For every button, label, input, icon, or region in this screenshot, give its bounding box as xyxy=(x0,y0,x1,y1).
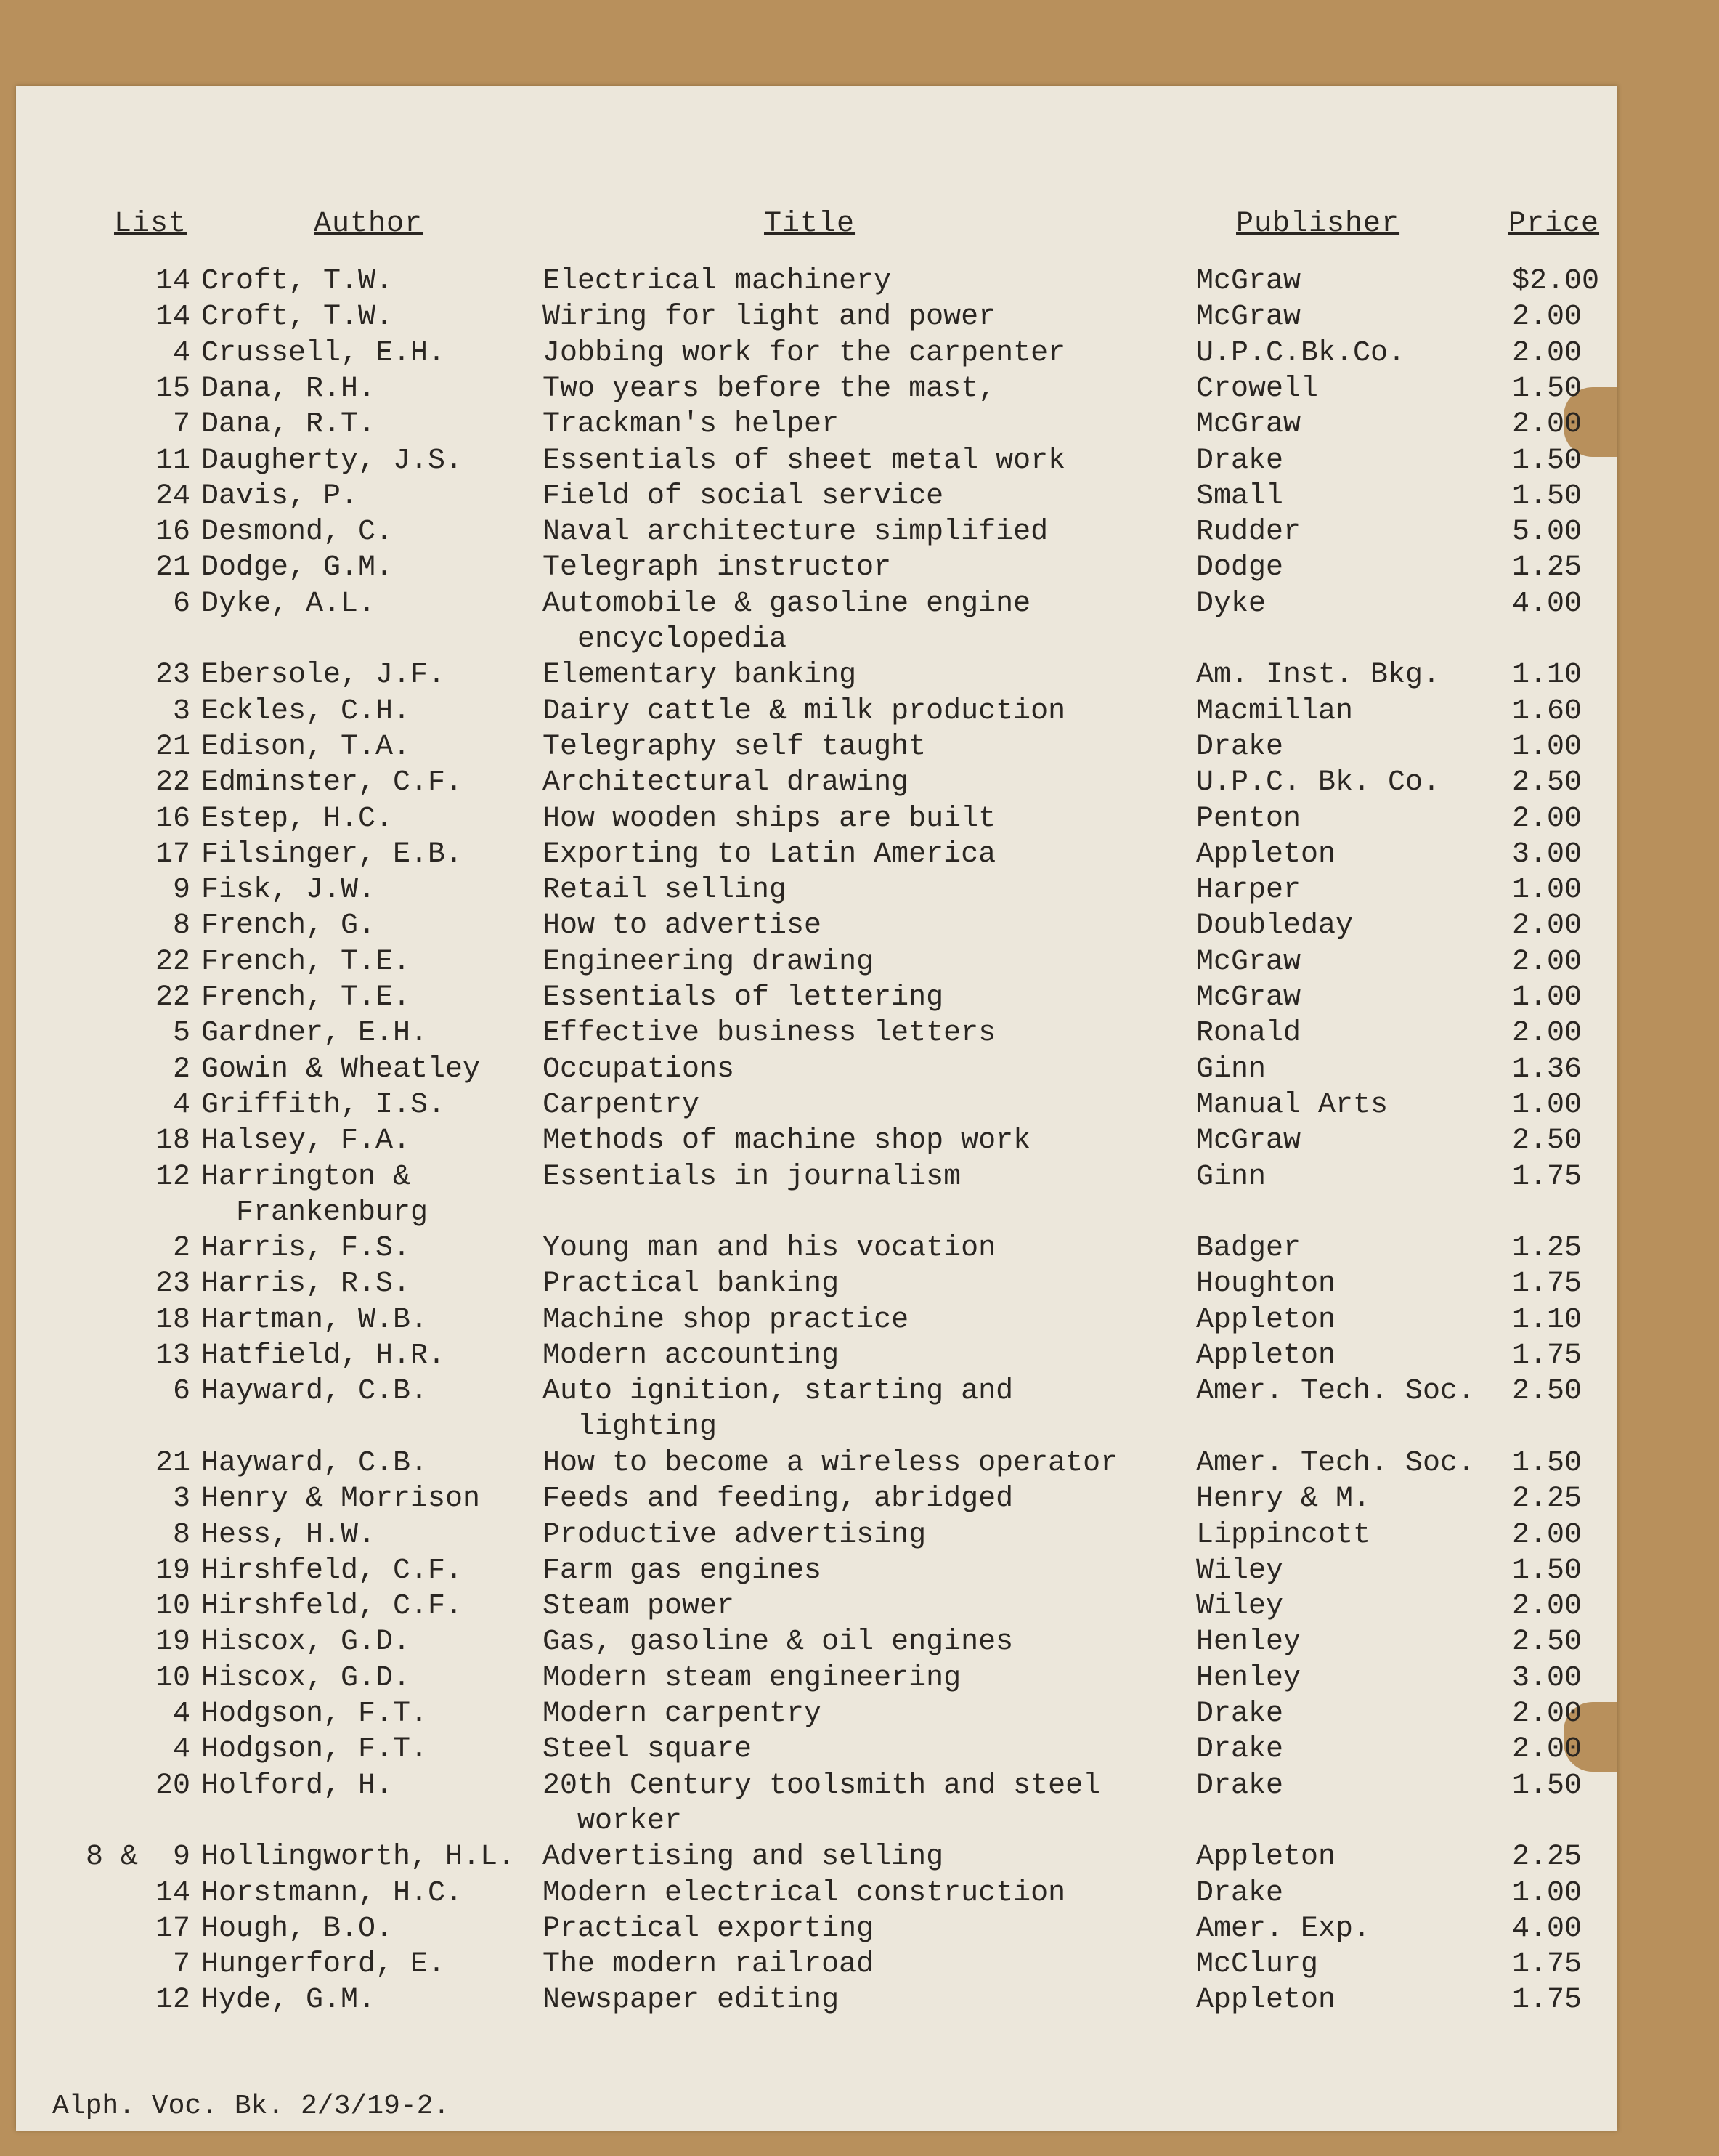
price-cell: 1.50 xyxy=(1512,1769,1582,1802)
title-cell: How to become a wireless operator xyxy=(542,1446,1118,1480)
publisher-cell: Ginn xyxy=(1196,1160,1267,1194)
publisher-cell: Appleton xyxy=(1196,838,1336,871)
publisher-cell: Wiley xyxy=(1196,1554,1284,1587)
publisher-cell: McGraw xyxy=(1196,408,1301,442)
title-cell: Auto ignition, starting and lighting xyxy=(542,1375,1014,1444)
publisher-cell: Am. Inst. Bkg. xyxy=(1196,659,1441,692)
title-cell: Telegraphy self taught xyxy=(542,730,927,763)
title-cell: Methods of machine shop work xyxy=(542,1124,1031,1158)
price-cell: 2.50 xyxy=(1512,766,1582,800)
title-cell: Dairy cattle & milk production xyxy=(542,694,1066,728)
list-number: 17 xyxy=(155,838,190,871)
publisher-cell: Badger xyxy=(1196,1232,1301,1265)
paper-sheet xyxy=(16,86,1617,2131)
price-cell: 1.50 xyxy=(1512,1554,1582,1587)
price-cell: 2.00 xyxy=(1512,802,1582,835)
title-cell: Naval architecture simplified xyxy=(542,516,1049,549)
list-number: 14 xyxy=(155,301,190,334)
author-cell: Hiscox, G.D. xyxy=(201,1661,411,1695)
list-number: 8 xyxy=(172,909,190,943)
list-number: 2 xyxy=(172,1232,190,1265)
title-cell: Engineering drawing xyxy=(542,945,874,978)
author-cell: Hungerford, E. xyxy=(201,1948,446,1982)
title-cell: Gas, gasoline & oil engines xyxy=(542,1626,1014,1659)
author-cell: Hirshfeld, C.F. xyxy=(201,1590,463,1624)
list-number: 19 xyxy=(155,1626,190,1659)
price-cell: 1.75 xyxy=(1512,1340,1582,1372)
title-cell: How to advertise xyxy=(542,909,822,943)
list-number: 22 xyxy=(155,766,190,800)
author-cell: Desmond, C. xyxy=(201,516,394,549)
list-number: 14 xyxy=(155,1876,190,1910)
author-cell: Croft, T.W. xyxy=(201,265,394,298)
author-cell: Hatfield, H.R. xyxy=(201,1340,446,1372)
title-cell: Farm gas engines xyxy=(542,1554,822,1587)
author-cell: Horstmann, H.C. xyxy=(201,1876,463,1910)
list-number: 8 xyxy=(172,1518,190,1552)
title-cell: Carpentry xyxy=(542,1088,700,1122)
title-cell: Modern carpentry xyxy=(542,1698,822,1730)
price-cell: 2.00 xyxy=(1512,1733,1582,1767)
price-cell: 1.50 xyxy=(1512,444,1582,477)
price-cell: 2.00 xyxy=(1512,909,1582,943)
price-cell: 2.00 xyxy=(1512,408,1582,442)
list-number: 20 xyxy=(155,1769,190,1802)
publisher-cell: Macmillan xyxy=(1196,694,1354,728)
list-number: 22 xyxy=(155,945,190,978)
publisher-cell: McGraw xyxy=(1196,301,1301,334)
price-cell: 1.75 xyxy=(1512,1984,1582,2017)
publisher-cell: Appleton xyxy=(1196,1841,1336,1874)
title-cell: Wiring for light and power xyxy=(542,301,996,334)
publisher-cell: Manual Arts xyxy=(1196,1088,1389,1122)
list-number: 19 xyxy=(155,1554,190,1587)
author-cell: Dyke, A.L. xyxy=(201,587,376,620)
price-cell: 1.00 xyxy=(1512,1876,1582,1910)
publisher-cell: Drake xyxy=(1196,730,1284,763)
list-number: 16 xyxy=(155,516,190,549)
price-cell: 2.00 xyxy=(1512,1518,1582,1552)
price-cell: 2.00 xyxy=(1512,945,1582,978)
publisher-cell: Ronald xyxy=(1196,1017,1301,1050)
price-cell: 4.00 xyxy=(1512,1912,1582,1945)
price-cell: 1.50 xyxy=(1512,1446,1582,1480)
publisher-cell: McGraw xyxy=(1196,981,1301,1014)
author-cell: Hirshfeld, C.F. xyxy=(201,1554,463,1587)
list-number: 17 xyxy=(155,1912,190,1945)
list-number: 24 xyxy=(155,479,190,513)
price-cell: 1.25 xyxy=(1512,1232,1582,1265)
price-cell: $2.00 xyxy=(1512,265,1600,298)
publisher-cell: U.P.C. Bk. Co. xyxy=(1196,766,1441,800)
title-cell: Modern electrical construction xyxy=(542,1876,1066,1910)
price-cell: 2.50 xyxy=(1512,1626,1582,1659)
publisher-cell: McClurg xyxy=(1196,1948,1319,1982)
list-number: 4 xyxy=(172,1733,190,1767)
price-cell: 5.00 xyxy=(1512,516,1582,549)
price-cell: 1.00 xyxy=(1512,981,1582,1014)
author-cell: Croft, T.W. xyxy=(201,301,394,334)
price-cell: 2.00 xyxy=(1512,301,1582,334)
publisher-cell: Houghton xyxy=(1196,1268,1336,1301)
title-cell: Practical banking xyxy=(542,1268,840,1301)
author-cell: Dana, R.H. xyxy=(201,372,376,405)
price-cell: 2.50 xyxy=(1512,1124,1582,1158)
title-cell: The modern railroad xyxy=(542,1948,874,1982)
price-cell: 2.00 xyxy=(1512,1590,1582,1624)
list-number: 16 xyxy=(155,802,190,835)
list-number: 23 xyxy=(155,659,190,692)
author-cell: Halsey, F.A. xyxy=(201,1124,411,1158)
list-number: 18 xyxy=(155,1124,190,1158)
price-cell: 1.00 xyxy=(1512,1088,1582,1122)
publisher-cell: Penton xyxy=(1196,802,1301,835)
author-cell: Daugherty, J.S. xyxy=(201,444,463,477)
title-cell: Practical exporting xyxy=(542,1912,874,1945)
title-cell: Feeds and feeding, abridged xyxy=(542,1483,1014,1516)
author-cell: Hess, H.W. xyxy=(201,1518,376,1552)
title-cell: Young man and his vocation xyxy=(542,1232,996,1265)
list-number: 7 xyxy=(172,1948,190,1982)
publisher-cell: U.P.C.Bk.Co. xyxy=(1196,336,1406,370)
price-cell: 1.00 xyxy=(1512,730,1582,763)
publisher-cell: Drake xyxy=(1196,444,1284,477)
list-number: 9 xyxy=(172,874,190,907)
publisher-cell: McGraw xyxy=(1196,945,1301,978)
list-number: 10 xyxy=(155,1661,190,1695)
price-cell: 1.36 xyxy=(1512,1053,1582,1086)
list-number: 15 xyxy=(155,372,190,405)
title-cell: Automobile & gasoline engine encyclopedia xyxy=(542,587,1031,656)
title-cell: Steel square xyxy=(542,1733,752,1767)
list-number: 4 xyxy=(172,336,190,370)
title-cell: Steam power xyxy=(542,1590,735,1624)
list-number: 23 xyxy=(155,1268,190,1301)
author-cell: Fisk, J.W. xyxy=(201,874,376,907)
author-cell: Griffith, I.S. xyxy=(201,1088,446,1122)
title-cell: Exporting to Latin America xyxy=(542,838,996,871)
author-cell: French, T.E. xyxy=(201,945,411,978)
price-cell: 2.50 xyxy=(1512,1375,1582,1409)
price-cell: 3.00 xyxy=(1512,1661,1582,1695)
author-cell: Harris, R.S. xyxy=(201,1268,411,1301)
price-cell: 1.10 xyxy=(1512,659,1582,692)
price-cell: 2.00 xyxy=(1512,1698,1582,1730)
price-cell: 1.75 xyxy=(1512,1268,1582,1301)
publisher-cell: Drake xyxy=(1196,1769,1284,1802)
title-cell: Machine shop practice xyxy=(542,1303,909,1337)
title-cell: Productive advertising xyxy=(542,1518,927,1552)
author-cell: Harrington & Frankenburg xyxy=(201,1160,428,1229)
title-cell: How wooden ships are built xyxy=(542,802,996,835)
price-cell: 1.75 xyxy=(1512,1160,1582,1194)
publisher-cell: McGraw xyxy=(1196,1124,1301,1158)
publisher-cell: Wiley xyxy=(1196,1590,1284,1624)
list-number: 4 xyxy=(172,1698,190,1730)
author-cell: Dodge, G.M. xyxy=(201,551,394,585)
title-cell: 20th Century toolsmith and steel worker xyxy=(542,1769,1101,1838)
publisher-cell: Amer. Exp. xyxy=(1196,1912,1371,1945)
list-number: 22 xyxy=(155,981,190,1014)
publisher-cell: Drake xyxy=(1196,1698,1284,1730)
author-cell: Hough, B.O. xyxy=(201,1912,394,1945)
publisher-cell: Drake xyxy=(1196,1876,1284,1910)
author-cell: Estep, H.C. xyxy=(201,802,394,835)
price-cell: 2.00 xyxy=(1512,336,1582,370)
title-cell: Architectural drawing xyxy=(542,766,909,800)
publisher-cell: Dyke xyxy=(1196,587,1267,620)
author-cell: Ebersole, J.F. xyxy=(201,659,446,692)
price-cell: 1.50 xyxy=(1512,372,1582,405)
author-cell: French, G. xyxy=(201,909,376,943)
title-cell: Newspaper editing xyxy=(542,1984,840,2017)
title-cell: Modern accounting xyxy=(542,1340,840,1372)
list-number: 8 & 9 xyxy=(85,1841,190,1874)
list-number: 3 xyxy=(172,694,190,728)
publisher-cell: Rudder xyxy=(1196,516,1301,549)
publisher-cell: Amer. Tech. Soc. xyxy=(1196,1446,1476,1480)
author-cell: Filsinger, E.B. xyxy=(201,838,463,871)
title-cell: Occupations xyxy=(542,1053,735,1086)
title-cell: Two years before the mast, xyxy=(542,372,996,405)
publisher-cell: Appleton xyxy=(1196,1984,1336,2017)
list-number: 6 xyxy=(172,1375,190,1409)
list-number: 21 xyxy=(155,551,190,585)
header-title: Title xyxy=(764,208,856,240)
author-cell: Edminster, C.F. xyxy=(201,766,463,800)
author-cell: Henry & Morrison xyxy=(201,1483,481,1516)
author-cell: Hayward, C.B. xyxy=(201,1375,428,1409)
publisher-cell: Drake xyxy=(1196,1733,1284,1767)
list-number: 21 xyxy=(155,1446,190,1480)
header-list: List xyxy=(114,208,187,240)
title-cell: Advertising and selling xyxy=(542,1841,944,1874)
list-number: 10 xyxy=(155,1590,190,1624)
list-number: 2 xyxy=(172,1053,190,1086)
title-cell: Essentials of lettering xyxy=(542,981,944,1014)
title-cell: Essentials in journalism xyxy=(542,1160,962,1194)
publisher-cell: Amer. Tech. Soc. xyxy=(1196,1375,1476,1409)
author-cell: Hartman, W.B. xyxy=(201,1303,428,1337)
publisher-cell: Henley xyxy=(1196,1626,1301,1659)
publisher-cell: Henry & M. xyxy=(1196,1483,1371,1516)
list-number: 5 xyxy=(172,1017,190,1050)
list-number: 14 xyxy=(155,265,190,298)
price-cell: 1.25 xyxy=(1512,551,1582,585)
publisher-cell: Crowell xyxy=(1196,372,1319,405)
header-price: Price xyxy=(1508,208,1600,240)
price-cell: 1.75 xyxy=(1512,1948,1582,1982)
list-number: 12 xyxy=(155,1984,190,2017)
author-cell: Hodgson, F.T. xyxy=(201,1698,428,1730)
list-number: 21 xyxy=(155,730,190,763)
author-cell: Holford, H. xyxy=(201,1769,394,1802)
publisher-cell: Henley xyxy=(1196,1661,1301,1695)
author-cell: Edison, T.A. xyxy=(201,730,411,763)
title-cell: Essentials of sheet metal work xyxy=(542,444,1066,477)
list-number: 7 xyxy=(172,408,190,442)
list-number: 4 xyxy=(172,1088,190,1122)
publisher-cell: Appleton xyxy=(1196,1303,1336,1337)
title-cell: Modern steam engineering xyxy=(542,1661,962,1695)
author-cell: Hyde, G.M. xyxy=(201,1984,376,2017)
title-cell: Retail selling xyxy=(542,874,787,907)
price-cell: 1.10 xyxy=(1512,1303,1582,1337)
publisher-cell: Ginn xyxy=(1196,1053,1267,1086)
title-cell: Effective business letters xyxy=(542,1017,996,1050)
author-cell: Harris, F.S. xyxy=(201,1232,411,1265)
author-cell: Hodgson, F.T. xyxy=(201,1733,428,1767)
publisher-cell: McGraw xyxy=(1196,265,1301,298)
price-cell: 2.25 xyxy=(1512,1841,1582,1874)
header-publisher: Publisher xyxy=(1236,208,1400,240)
author-cell: Gardner, E.H. xyxy=(201,1017,428,1050)
author-cell: Dana, R.T. xyxy=(201,408,376,442)
price-cell: 1.60 xyxy=(1512,694,1582,728)
price-cell: 1.00 xyxy=(1512,874,1582,907)
title-cell: Telegraph instructor xyxy=(542,551,892,585)
author-cell: Hollingworth, H.L. xyxy=(201,1841,516,1874)
list-number: 13 xyxy=(155,1340,190,1372)
price-cell: 2.00 xyxy=(1512,1017,1582,1050)
publisher-cell: Small xyxy=(1196,479,1284,513)
title-cell: Jobbing work for the carpenter xyxy=(542,336,1066,370)
footer-note: Alph. Voc. Bk. 2/3/19-2. xyxy=(52,2091,450,2122)
title-cell: Trackman's helper xyxy=(542,408,840,442)
author-cell: French, T.E. xyxy=(201,981,411,1014)
publisher-cell: Doubleday xyxy=(1196,909,1354,943)
author-cell: Gowin & Wheatley xyxy=(201,1053,481,1086)
publisher-cell: Lippincott xyxy=(1196,1518,1371,1552)
price-cell: 4.00 xyxy=(1512,587,1582,620)
publisher-cell: Appleton xyxy=(1196,1340,1336,1372)
list-number: 3 xyxy=(172,1483,190,1516)
publisher-cell: Harper xyxy=(1196,874,1301,907)
list-number: 11 xyxy=(155,444,190,477)
header-author: Author xyxy=(314,208,423,240)
list-number: 12 xyxy=(155,1160,190,1194)
document xyxy=(16,86,1617,2131)
list-number: 18 xyxy=(155,1303,190,1337)
title-cell: Field of social service xyxy=(542,479,944,513)
title-cell: Electrical machinery xyxy=(542,265,892,298)
price-cell: 3.00 xyxy=(1512,838,1582,871)
price-cell: 2.25 xyxy=(1512,1483,1582,1516)
author-cell: Hiscox, G.D. xyxy=(201,1626,411,1659)
price-cell: 1.50 xyxy=(1512,479,1582,513)
author-cell: Davis, P. xyxy=(201,479,359,513)
title-cell: Elementary banking xyxy=(542,659,857,692)
author-cell: Eckles, C.H. xyxy=(201,694,411,728)
author-cell: Crussell, E.H. xyxy=(201,336,446,370)
publisher-cell: Dodge xyxy=(1196,551,1284,585)
author-cell: Hayward, C.B. xyxy=(201,1446,428,1480)
list-number: 6 xyxy=(172,587,190,620)
